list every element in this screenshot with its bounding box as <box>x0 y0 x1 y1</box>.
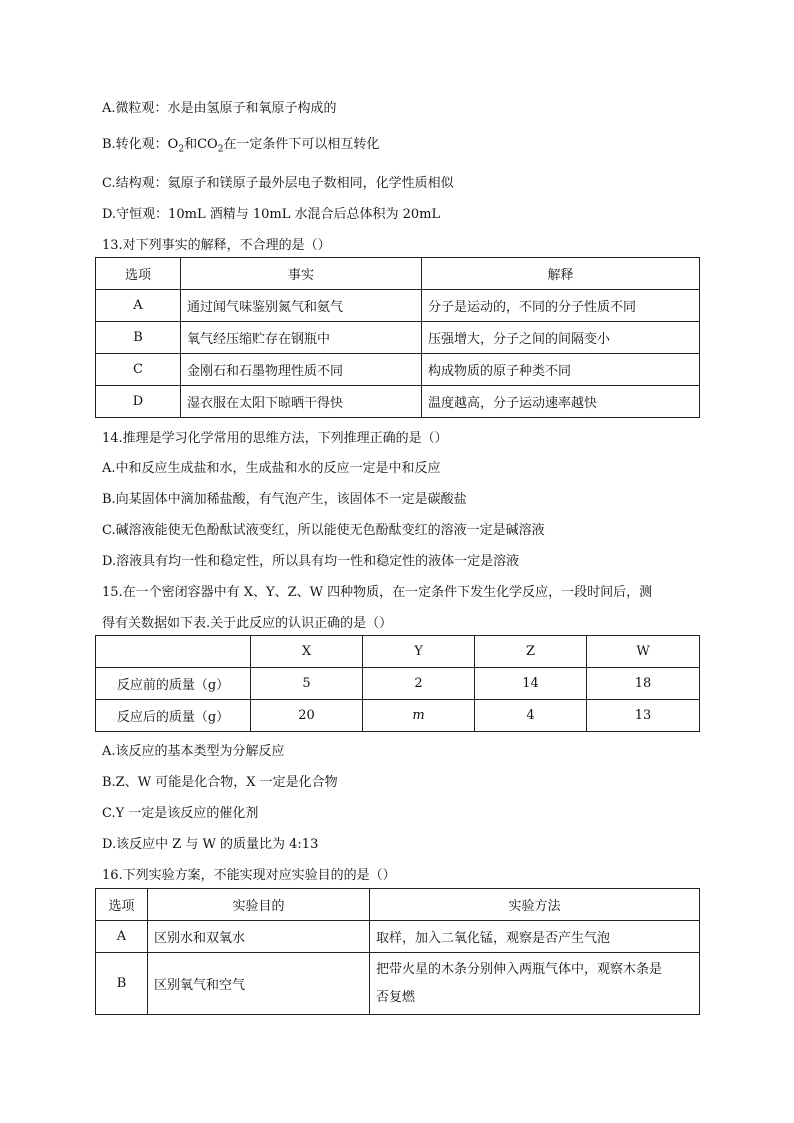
cell-value: 2 <box>363 668 475 700</box>
q14-stem: 14.推理是学习化学常用的思维方法，下列推理正确的是（） <box>102 431 448 446</box>
table-row <box>96 386 700 418</box>
q14-option-a: A.中和反应生成盐和水，生成盐和水的反应一定是中和反应 <box>102 461 441 476</box>
header-option: 选项 <box>96 889 148 921</box>
cell-option: B <box>96 953 148 1015</box>
q12-option-b <box>102 133 379 155</box>
header-goal: 实验目的 <box>148 889 370 921</box>
cell-method: 取样，加入二氧化锰，观察是否产生气泡 <box>370 921 700 953</box>
cell-explanation: 温度越高，分子运动速率越快 <box>422 386 700 418</box>
table-row <box>96 700 700 732</box>
q14-option-b: B.向某固体中滴加稀盐酸，有气泡产生，该固体不一定是碳酸盐 <box>102 492 467 507</box>
cell-value: 14 <box>475 668 587 700</box>
q13-table <box>95 257 700 418</box>
q15-option-c: C.Y 一定是该反应的催化剂 <box>102 806 259 821</box>
header-fact: 事实 <box>181 258 422 290</box>
table-row <box>96 290 700 322</box>
cell-method-line1: 把带火星的木条分别伸入两瓶气体中，观察木条是 <box>376 961 663 977</box>
cell-fact: 氧气经压缩贮存在钢瓶中 <box>181 322 422 354</box>
row-label: 反应后的质量（g） <box>96 700 251 732</box>
q14-option-d: D.溶液具有均一性和稳定性，所以具有均一性和稳定性的液体一定是溶液 <box>102 554 520 569</box>
q12-option-d: D.守恒观：10mL 酒精与 10mL 水混合后总体积为 20mL <box>102 207 441 222</box>
q12-option-b-sub1: 2 <box>178 144 185 155</box>
cell-value: 20 <box>251 700 363 732</box>
q15-option-a: A.该反应的基本类型为分解反应 <box>102 744 285 759</box>
cell-fact: 金刚石和石墨物理性质不同 <box>181 354 422 386</box>
cell-method-line2: 否复燃 <box>376 989 416 1005</box>
cell-method <box>370 953 700 1015</box>
header-y: Y <box>363 636 475 668</box>
q12-option-c: C.结构观：氦原子和镁原子最外层电子数相同，化学性质相似 <box>102 176 454 191</box>
table-header-row <box>96 889 700 921</box>
header-option: 选项 <box>96 258 181 290</box>
table-row <box>96 953 700 1015</box>
header-w: W <box>587 636 700 668</box>
q12-option-b-suffix: 在一定条件下可以相互转化 <box>223 137 380 152</box>
q15-stem-line2: 得有关数据如下表.关于此反应的认识正确的是（） <box>102 616 393 631</box>
q15-option-d: D.该反应中 Z 与 W 的质量比为 4:13 <box>102 837 319 852</box>
table-header-row <box>96 258 700 290</box>
table-header-row <box>96 636 700 668</box>
cell-explanation: 构成物质的原子种类不同 <box>422 354 700 386</box>
cell-goal: 区别水和双氧水 <box>148 921 370 953</box>
q15-stem-line1: 15.在一个密闭容器中有 X、Y、Z、W 四种物质，在一定条件下发生化学反应，一段时间后，测 <box>102 585 653 600</box>
q16-stem: 16.下列实验方案，不能实现对应实验目的的是（） <box>102 868 396 883</box>
header-x: X <box>251 636 363 668</box>
cell-option: B <box>96 322 181 354</box>
header-method: 实验方法 <box>370 889 700 921</box>
cell-explanation: 压强增大，分子之间的间隔变小 <box>422 322 700 354</box>
header-blank <box>96 636 251 668</box>
q14-option-c: C.碱溶液能使无色酚酞试液变红，所以能使无色酚酞变红的溶液一定是碱溶液 <box>102 523 545 538</box>
header-explanation: 解释 <box>422 258 700 290</box>
cell-option: D <box>96 386 181 418</box>
cell-goal: 区别氧气和空气 <box>148 953 370 1015</box>
cell-fact: 通过闻气味鉴别氮气和氨气 <box>181 290 422 322</box>
cell-value: 5 <box>251 668 363 700</box>
cell-value: 18 <box>587 668 700 700</box>
cell-value: 13 <box>587 700 700 732</box>
cell-explanation: 分子是运动的，不同的分子性质不同 <box>422 290 700 322</box>
table-row <box>96 322 700 354</box>
q15-option-b: B.Z、W 可能是化合物，X 一定是化合物 <box>102 775 338 790</box>
q16-table <box>95 888 700 1015</box>
q12-option-b-prefix: B.转化观：O <box>102 137 179 152</box>
cell-value: 4 <box>475 700 587 732</box>
header-z: Z <box>475 636 587 668</box>
cell-option: A <box>96 290 181 322</box>
cell-option: A <box>96 921 148 953</box>
table-row <box>96 354 700 386</box>
table-row <box>96 921 700 953</box>
cell-value: m <box>363 700 475 732</box>
cell-fact: 湿衣服在太阳下晾晒干得快 <box>181 386 422 418</box>
cell-option: C <box>96 354 181 386</box>
q12-option-a: A.微粒观：水是由氢原子和氧原子构成的 <box>102 101 337 116</box>
q12-option-b-mid: 和CO <box>184 137 218 152</box>
row-label: 反应前的质量（g） <box>96 668 251 700</box>
q13-stem: 13.对下列事实的解释，不合理的是（） <box>102 238 331 253</box>
q12-option-b-sub2: 2 <box>217 144 224 155</box>
q15-table <box>95 635 700 732</box>
table-row <box>96 668 700 700</box>
